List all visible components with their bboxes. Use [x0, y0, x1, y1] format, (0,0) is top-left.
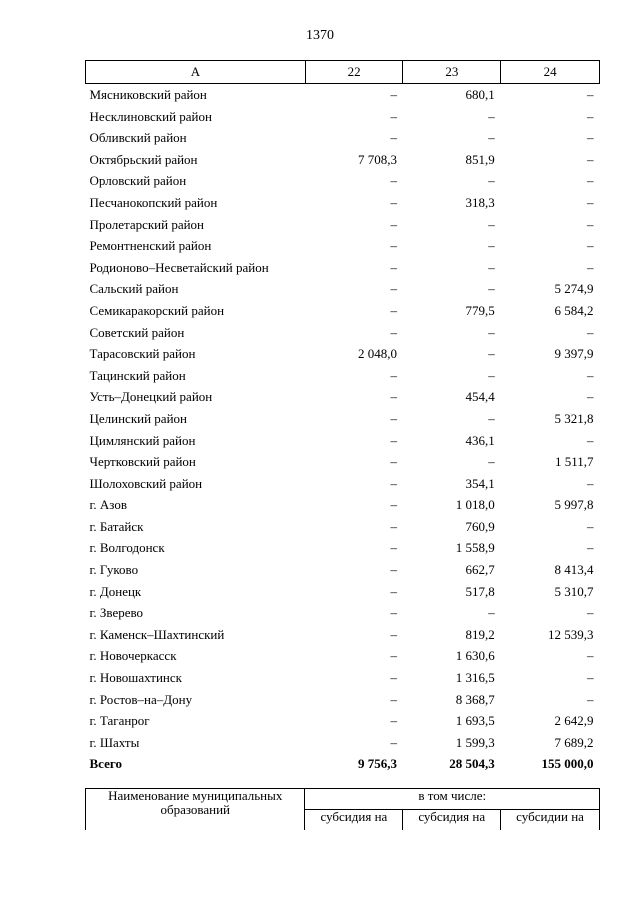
- value-col-22: –: [390, 194, 397, 210]
- value-col-23: –: [488, 259, 495, 275]
- table-row: [86, 300, 600, 322]
- value-col-22: –: [390, 324, 397, 340]
- header-col-22: 22: [305, 61, 403, 84]
- value-col-23: 819,2: [465, 626, 495, 642]
- table-row: [86, 581, 600, 603]
- value-col-23: 454,4: [465, 389, 495, 405]
- table-row: [86, 343, 600, 365]
- value-col-23: 436,1: [465, 432, 495, 448]
- value-col-22: –: [390, 497, 397, 513]
- municipality-name: Тарасовский район: [89, 346, 196, 362]
- municipality-name: Песчанокопский район: [89, 194, 218, 210]
- value-col-24: –: [587, 540, 594, 556]
- table-row: [86, 645, 600, 667]
- table-row: [86, 451, 600, 473]
- table-row: [86, 365, 600, 387]
- value-col-23: 760,9: [465, 518, 495, 534]
- value-col-24: –: [587, 432, 594, 448]
- value-col-22: 2 048,0: [357, 346, 397, 362]
- value-col-22: –: [390, 173, 397, 189]
- table-row: [86, 494, 600, 516]
- municipality-name: г. Новочеркасск: [89, 648, 177, 664]
- value-col-22: 7 708,3: [357, 151, 397, 167]
- table-row: [86, 430, 600, 452]
- value-col-22: –: [390, 281, 397, 297]
- value-col-23: 1 693,5: [455, 713, 495, 729]
- value-col-24: –: [587, 151, 594, 167]
- value-col-22: –: [390, 410, 397, 426]
- header-col-23: 23: [403, 61, 501, 84]
- municipality-name: г. Таганрог: [89, 713, 150, 729]
- value-col-23: –: [488, 324, 495, 340]
- value-col-22: –: [390, 518, 397, 534]
- total-municipality-name: Всего: [89, 756, 122, 772]
- value-col-22: –: [390, 713, 397, 729]
- municipality-name: Пролетарский район: [89, 216, 205, 232]
- value-col-24: 12 539,3: [548, 626, 594, 642]
- municipality-name: Целинский район: [89, 410, 187, 426]
- municipality-name: Шолоховский район: [89, 475, 203, 491]
- value-col-22: –: [390, 259, 397, 275]
- table-row: [86, 473, 600, 495]
- value-col-22: –: [390, 648, 397, 664]
- subsidy-col-3: субсидии на: [501, 810, 600, 831]
- value-col-22: –: [390, 87, 397, 102]
- subsidy-col-2: субсидия на: [403, 810, 501, 831]
- municipality-name: Цимлянский район: [89, 432, 196, 448]
- value-col-22: –: [390, 367, 397, 383]
- value-col-23: 318,3: [465, 194, 495, 210]
- value-col-24: –: [587, 238, 594, 254]
- municipality-name: г. Каменск–Шахтинский: [89, 626, 225, 642]
- value-col-24: –: [587, 475, 594, 491]
- value-col-22: –: [390, 108, 397, 124]
- table-row: [86, 537, 600, 559]
- subsidy-col-1: субсидия на: [305, 810, 403, 831]
- value-col-24: –: [587, 605, 594, 621]
- total-value-col-22: 9 756,3: [357, 756, 397, 772]
- municipality-name: Усть–Донецкий район: [89, 389, 213, 405]
- value-col-24: –: [587, 670, 594, 686]
- value-col-24: –: [587, 324, 594, 340]
- value-col-23: –: [488, 238, 495, 254]
- table-row: [86, 322, 600, 344]
- municipality-name: Сальский район: [89, 281, 179, 297]
- value-col-24: –: [587, 648, 594, 664]
- value-col-22: –: [390, 734, 397, 750]
- value-col-22: –: [390, 302, 397, 318]
- value-col-23: –: [488, 410, 495, 426]
- value-col-24: –: [587, 389, 594, 405]
- value-col-24: 2 642,9: [554, 713, 594, 729]
- value-col-24: –: [587, 216, 594, 232]
- table-row: [86, 278, 600, 300]
- value-col-24: 8 413,4: [554, 562, 594, 578]
- municipality-name: Мясниковский район: [89, 87, 207, 102]
- municipality-name: г. Азов: [89, 497, 127, 513]
- municipality-name: Обливский район: [89, 130, 187, 146]
- municipality-name: Ремонтненский район: [89, 238, 212, 254]
- table-row: [86, 84, 600, 106]
- value-col-22: –: [390, 432, 397, 448]
- value-col-22: –: [390, 540, 397, 556]
- value-col-23: –: [488, 346, 495, 362]
- table-row: [86, 214, 600, 236]
- municipality-name: г. Шахты: [89, 734, 140, 750]
- value-col-22: –: [390, 626, 397, 642]
- value-col-23: 680,1: [465, 87, 495, 102]
- municipality-name: г. Ростов–на–Дону: [89, 691, 193, 707]
- value-col-23: 779,5: [465, 302, 495, 318]
- value-col-24: 9 397,9: [554, 346, 594, 362]
- data-table: [85, 60, 600, 775]
- municipality-name-header: Наименование муниципальных образований: [86, 789, 305, 831]
- value-col-23: 517,8: [465, 583, 495, 599]
- including-header: в том числе:: [305, 789, 600, 810]
- table-row: [86, 257, 600, 279]
- municipality-name: Октябрьский район: [89, 151, 198, 167]
- municipality-name: г. Волгодонск: [89, 540, 165, 556]
- municipality-name: Семикаракорский район: [89, 302, 225, 318]
- municipality-name: Несклиновский район: [89, 108, 212, 124]
- table-row: [86, 732, 600, 754]
- value-col-23: 1 630,6: [455, 648, 495, 664]
- page-number: 1370: [306, 28, 334, 43]
- value-col-23: 1 316,5: [455, 670, 495, 686]
- value-col-22: –: [390, 475, 397, 491]
- value-col-24: 5 321,8: [554, 410, 594, 426]
- table-header-row: [86, 61, 600, 84]
- header-col-a: А: [86, 61, 306, 84]
- total-value-col-23: 28 504,3: [449, 756, 495, 772]
- value-col-23: –: [488, 173, 495, 189]
- value-col-22: –: [390, 454, 397, 470]
- value-col-22: –: [390, 238, 397, 254]
- value-col-24: –: [587, 173, 594, 189]
- value-col-22: –: [390, 605, 397, 621]
- total-value-col-24: 155 000,0: [541, 756, 594, 772]
- value-col-24: 7 689,2: [554, 734, 594, 750]
- table-row: [86, 602, 600, 624]
- table-row: [86, 192, 600, 214]
- table-row: [86, 408, 600, 430]
- municipality-name: г. Новошахтинск: [89, 670, 182, 686]
- table-row: [86, 149, 600, 171]
- table-row: [86, 559, 600, 581]
- value-col-23: 354,1: [465, 475, 495, 491]
- value-col-24: –: [587, 194, 594, 210]
- value-col-23: 8 368,7: [455, 691, 495, 707]
- value-col-24: –: [587, 108, 594, 124]
- value-col-23: –: [488, 216, 495, 232]
- total-row: [86, 753, 600, 775]
- value-col-23: 1 599,3: [455, 734, 495, 750]
- value-col-22: –: [390, 389, 397, 405]
- value-col-24: 1 511,7: [554, 454, 594, 470]
- table-row: [86, 624, 600, 646]
- table-row: [86, 516, 600, 538]
- value-col-23: 851,9: [465, 151, 495, 167]
- table-row: [86, 667, 600, 689]
- header-col-24: 24: [501, 61, 600, 84]
- municipality-name: Орловский район: [89, 173, 187, 189]
- value-col-22: –: [390, 562, 397, 578]
- value-col-24: 6 584,2: [554, 302, 594, 318]
- table-row: [86, 170, 600, 192]
- table-row: [86, 127, 600, 149]
- value-col-22: –: [390, 130, 397, 146]
- value-col-22: –: [390, 670, 397, 686]
- value-col-22: –: [390, 216, 397, 232]
- value-col-23: –: [488, 605, 495, 621]
- value-col-23: 1 018,0: [455, 497, 495, 513]
- table-row: [86, 689, 600, 711]
- value-col-24: –: [587, 367, 594, 383]
- value-col-22: –: [390, 691, 397, 707]
- value-col-24: –: [587, 518, 594, 534]
- value-col-24: –: [587, 130, 594, 146]
- value-col-23: –: [488, 108, 495, 124]
- value-col-23: 1 558,9: [455, 540, 495, 556]
- value-col-24: 5 310,7: [554, 583, 594, 599]
- table-row: [86, 386, 600, 408]
- value-col-23: –: [488, 367, 495, 383]
- value-col-24: 5 274,9: [554, 281, 594, 297]
- municipality-name: г. Гуково: [89, 562, 139, 578]
- municipality-name: Советский район: [89, 324, 185, 340]
- municipality-name: Родионово–Несветайский район: [89, 259, 269, 275]
- table-row: [86, 235, 600, 257]
- table-row: [86, 710, 600, 732]
- value-col-23: –: [488, 281, 495, 297]
- table-row: [86, 106, 600, 128]
- value-col-23: 662,7: [465, 562, 495, 578]
- municipality-name: г. Батайск: [89, 518, 144, 534]
- value-col-24: 5 997,8: [554, 497, 594, 513]
- municipality-name: Чертковский район: [89, 454, 196, 470]
- value-col-24: –: [587, 691, 594, 707]
- value-col-24: –: [587, 87, 594, 102]
- municipality-name: г. Донецк: [89, 583, 142, 599]
- value-col-24: –: [587, 259, 594, 275]
- value-col-23: –: [488, 130, 495, 146]
- municipality-name: Тацинский район: [89, 367, 186, 383]
- municipality-name: г. Зверево: [89, 605, 144, 621]
- value-col-23: –: [488, 454, 495, 470]
- next-table-header: [85, 788, 600, 830]
- value-col-22: –: [390, 583, 397, 599]
